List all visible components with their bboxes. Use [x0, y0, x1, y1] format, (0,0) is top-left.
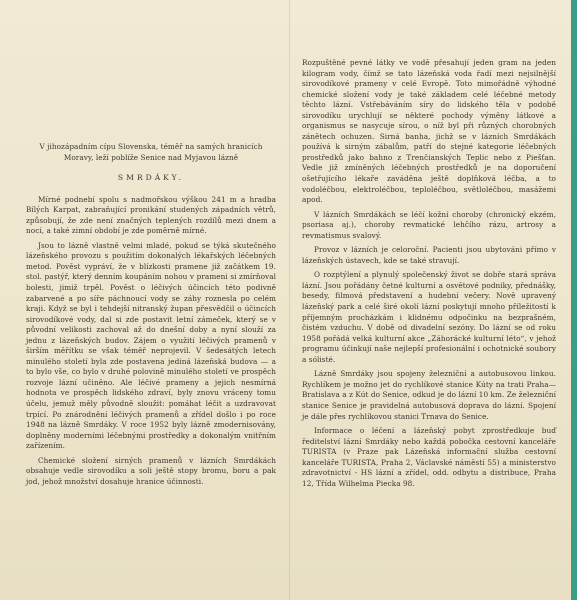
chemistry-paragraph: Chemické složení sirných pramenů v lázních Smrdákách obsahuje vedle sirovodíku a soli ještě stopy bromu, boru a pak jod, jehož množství dosahuje hranice účinnosti. — [26, 455, 276, 486]
information-paragraph: Informace o léčení a lázeňský pobyt zprostředkuje buď ředitelství lázní Smrdáky nebo každá pobočka cestovní kanceláře TURISTA (v Praze pak Lázeňská informační služba cestovní kanceláře TURISTA, Praha 2, Václavské náměstí 55) a ministerstvo zdravotnictví - HS lázní a zřídel, odd. odbytu a distribuce, Praha 12, Třída Wilhelma Piecka 98. — [302, 426, 556, 488]
climate-paragraph: Mírné podnebí spolu s nadmořskou výškou 241 m a hradba Bílých Karpat, zabraňující pronikání studených západních větrů, způsobují, že zde není značných teplených rozdílů mezi dnem a nocí, a také zimní období je zde poměrně mírné. — [26, 194, 276, 236]
teal-edge-stripe — [571, 0, 577, 600]
transport-paragraph: Lázně Smrdáky jsou spojeny železniční a autobusovou linkou. Rychlíkem je možno jet do rychlíkové stanice Kúty na trati Praha—Bratislava a z Kút do Senice, odkud je do lázní 10 km. Ze železniční stanice Senice je pravidelná autobusová doprava do lázní. Spojení je dále přes rychlíkovou stanici Trnava do Senice. — [302, 369, 556, 421]
treated-diseases-paragraph: V lázních Smrdákách se léčí kožní choroby (chronický ekzém, psoriasa aj.), choroby revmatické lehčího rázu, artrosy a revmatismus svalový. — [302, 209, 556, 240]
spa-name-heading: SMRDÁKY. — [117, 173, 185, 183]
operation-paragraph: Provoz v lázních je celoroční. Pacienti jsou ubytováni přímo v lázeňských ústavech, kde se také stravují. — [302, 245, 556, 265]
history-paragraph: Jsou to lázně vlastně velmi mladé, pokud se týká skutečného lázeňského provozu s použitím dokonalých lékařských léčebných metod. Pověst vypráví, že v blízkosti pramene již začátkem 19. stol. pastýř, který denním koupáním nohou v prameni si zmírňoval bolesti, jimiž trpěl. Pověst o léčivých účincích této podivně zabarvené a po síře páchnoucí vody se záhy roznesla po celém kraji. Když se byl i tehdejší nitranský župan přesvědčil o účincích sirovodíkové vody, dal si zde postavit letní zámeček, který se v původní velikosti zachoval až do dnešní doby a nyní slouží za jednu z lázeňských budov. Zájem o využití léčivých pramenů v širším měřítku se však téměř neprojevil. V šedesátých letech minulého století byla zde postavena jediná lázeňská budova — a to bylo vše, co bylo v druhé polovině minulého století ve prospěch rozvoje lázní učiněno. Ale léčivé prameny a jejich nesmírná hodnota ve prospěch lidského zdraví, byly znovu vráceny tomu účelu, jemuž měly původně sloužit: pomáhat léčit a uzdravovat trpící. Po znárodnění léčivých pramenů a zřídel došlo i po roce 1948 na lázně Smrdáky. V roce 1952 byly lázně zmodernisovány, doplněny moderními léčebnými prostředky a dokonalým vnitřním zařízením. — [26, 240, 276, 451]
page-fold-line — [289, 0, 290, 600]
mineral-content-paragraph: Rozpuštěné pevné látky ve vodě přesahují jeden gram na jeden kilogram vody, čímž se tato lázeňská voda řadí mezi nejsilnější sirovodíkové prameny v celé Evropě. Toto mimořádně výhodné chemické složení vody je také základem celé léčebné metody těchto lázní. Vstřebáváním síry do lidského těla v podobě sirovodíku urychlují se některé pochody výměny látkové a organismus se nasycuje sírou, o níž byl při různých chorobných zánětech ochuzen. Sirná banha, jichž se v lázních Smrdákách používá k sirným zábalům, patří do stejné kategorie léčebných prostředků jako bahno z Trenčianských Teplic nebo z Piešťan. Vedle již zmíněných léčebných prostředků je na doporučení ošetřujícího lékaře zaváděna ještě doplňková léčba, a to vodoléčbou, elektroléčbou, teploléčbou, světloléčbou, masážemi apod. — [302, 58, 556, 205]
left-column — [26, 142, 276, 487]
right-column — [302, 58, 556, 489]
intro-paragraph: V jihozápadním cípu Slovenska, téměř na samých hranicích Moravy, leží poblíže Senice nad Myjavou lázně — [39, 142, 263, 162]
social-life-paragraph: O rozptýlení a plynulý společenský život se dobře stará správa lázní. Jsou pořádány četné kulturní a osvětové podniky, přednášky, besedy, filmová představení a hudební večery. Nově upravený lázeňský park a celé širé okolí lázní poskytují mnoho příležitostí k příjemným procházkám i klidnému odpočinku na bezprašném, čistém vzduchu. V době od divadelní sezóny. Do lázní se od roku 1958 pořádá velká kulturní akce „Záhorácké kulturní léto“, v jehož programu účinkují naše nejlepší profesionální i ochotnické soubory a sólisté. — [302, 270, 556, 364]
